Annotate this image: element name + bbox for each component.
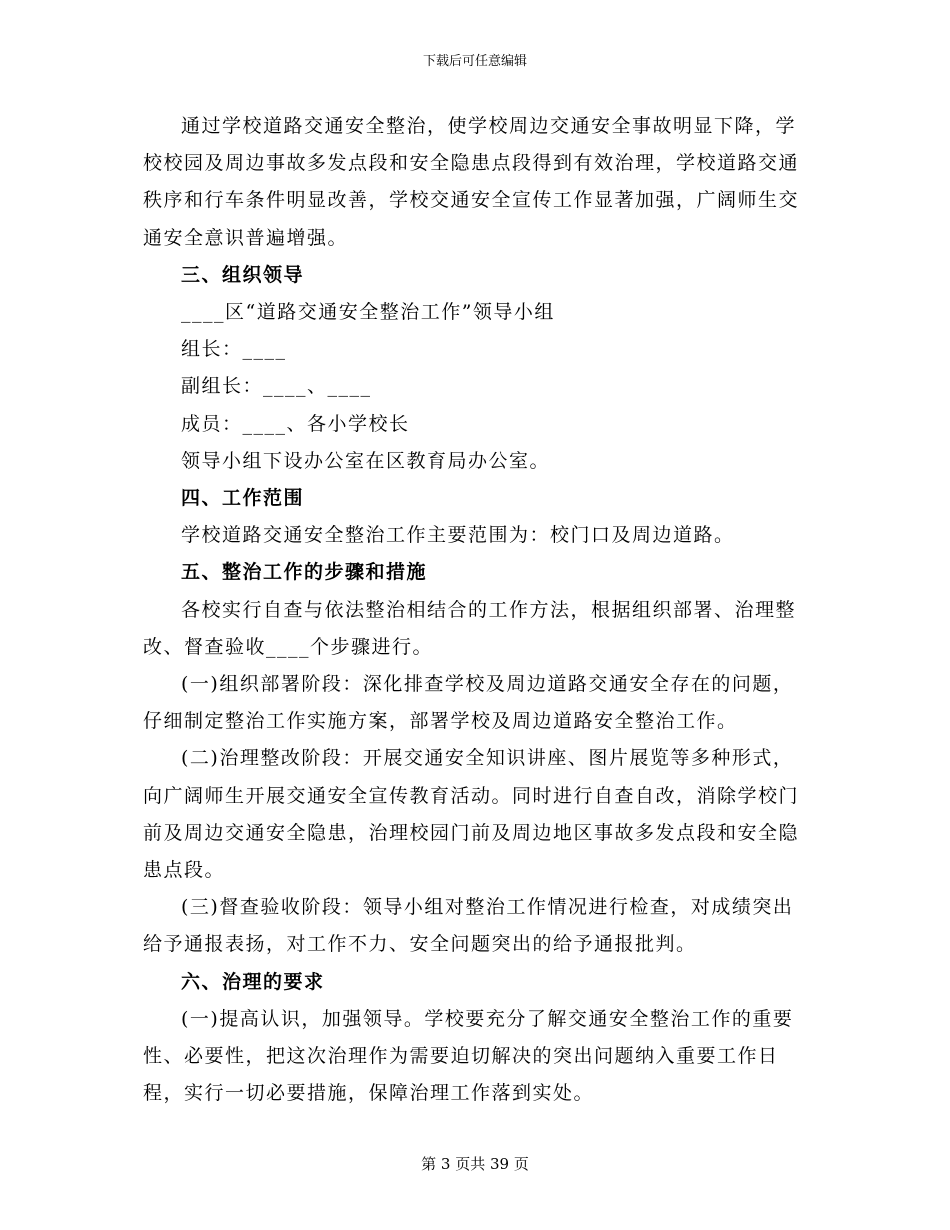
paragraph: 副组长：____、____ bbox=[181, 375, 372, 398]
paragraph: (一)提高认识，加强领导。学校要充分了解交通安全整治工作的重要性、必要性，把这次治理作为需要迫切解决的突出问题纳入重要工作日程，实行一切必要措施，保障治理工作落到实处。 bbox=[143, 1007, 794, 1105]
paragraph: (三)督查验收阶段：领导小组对整治工作情况进行检查，对成绩突出给予通报表扬，对工作不力、安全问题突出的给予通报批判。 bbox=[143, 896, 794, 956]
document-body bbox=[143, 108, 808, 1112]
section-heading: 三、组织领导 bbox=[181, 263, 305, 286]
paragraph: 成员：____、各小学校长 bbox=[181, 412, 410, 435]
paragraph: ____区“道路交通安全整治工作”领导小组 bbox=[181, 301, 555, 324]
paragraph: 通过学校道路交通安全整治，使学校周边交通安全事故明显下降，学校校园及周边事故多发点段和安全隐患点段得到有效治理，学校道路交通秩序和行车条件明显改善，学校交通安全宣传工作显著加强，广阔师生交通安全意识普遍增强。 bbox=[143, 115, 800, 249]
paragraph: 各校实行自查与依法整治相结合的工作方法，根据组织部署、治理整改、督查验收____个步骤进行。 bbox=[143, 598, 797, 658]
section-heading: 六、治理的要求 bbox=[181, 970, 325, 993]
paragraph: (二)治理整改阶段：开展交通安全知识讲座、图片展览等多种形式，向广阔师生开展交通安全宣传教育活动。同时进行自查自改，消除学校门前及周边交通安全隐患，治理校园门前及周边地区事故多发点段和安全隐患点段。 bbox=[143, 747, 800, 882]
paragraph: 组长：____ bbox=[181, 338, 287, 361]
page-footer: 第 3 页共 39 页 bbox=[421, 1155, 529, 1173]
paragraph: 学校道路交通安全整治工作主要范围为：校门口及周边道路。 bbox=[181, 524, 735, 547]
paragraph: (一)组织部署阶段：深化排查学校及周边道路交通安全存在的问题，仔细制定整治工作实施方案，部署学校及周边道路安全整治工作。 bbox=[143, 673, 794, 733]
section-heading: 五、整治工作的步骤和措施 bbox=[181, 561, 428, 584]
page-header: 下载后可任意编辑 bbox=[422, 54, 527, 69]
section-heading: 四、工作范围 bbox=[181, 487, 305, 510]
paragraph: 领导小组下设办公室在区教育局办公室。 bbox=[181, 449, 551, 472]
